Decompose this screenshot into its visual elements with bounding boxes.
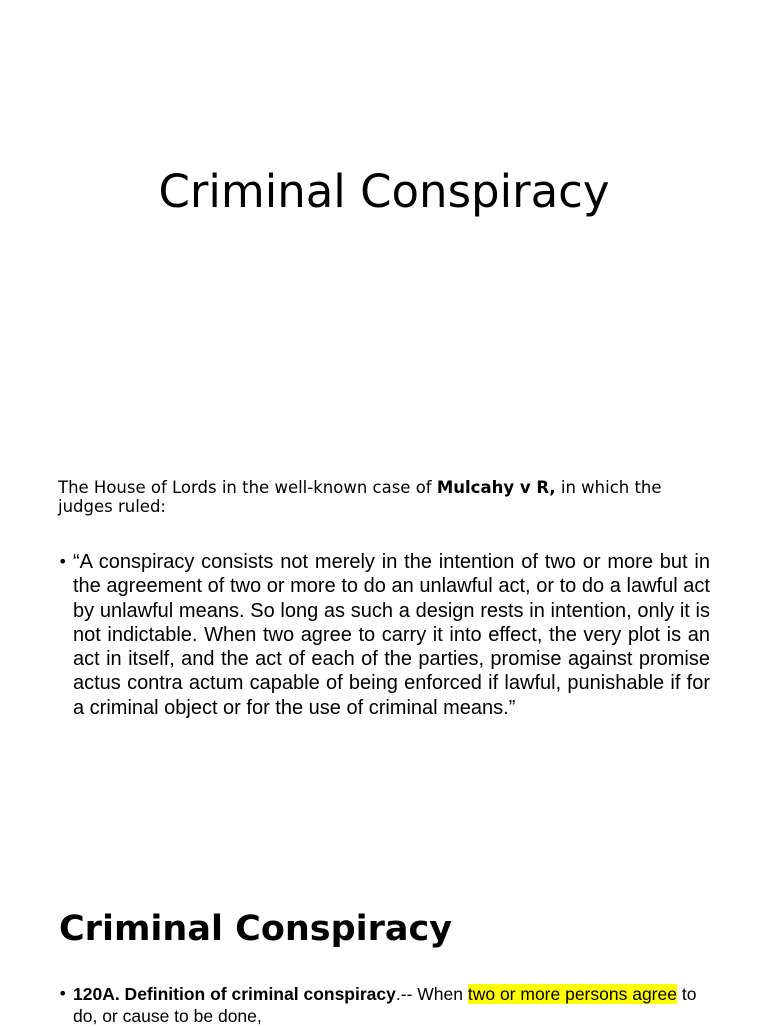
intro-text-end: in which the judges ruled: <box>58 478 662 516</box>
quote-text: “A conspiracy consists not merely in the intention of two or more but in the agreement of two or more to do an unlawful act, or to do a lawful act by unlawful means. So long as such a design rests in intention, only it is not indictable. When two agree to carry it into effect, the very plot is an act in itself, and the act of each of the parties, promise against promise actus contra actum capable of being enforced if lawful, punishable if for a criminal object or for the use of criminal means.” <box>73 551 710 719</box>
definition-heading: 120A. Definition of criminal conspiracy <box>73 984 396 1004</box>
bullet-icon: • <box>58 552 68 571</box>
definition-list <box>58 983 710 1027</box>
definition-text: to do, or cause to be done, <box>73 984 697 1026</box>
definition-item <box>58 983 710 1027</box>
case-name: Mulcahy v R, <box>436 478 556 497</box>
quote-list <box>58 550 710 720</box>
highlighted-text: two or more persons agree <box>467 984 677 1004</box>
slide-title: Criminal Conspiracy <box>158 165 610 218</box>
definition-separator: .-- When <box>395 984 468 1004</box>
intro-text-start: The House of Lords in the well-known case of <box>58 478 437 497</box>
bullet-icon: • <box>58 984 68 1003</box>
quote-item <box>58 550 710 720</box>
intro-paragraph <box>58 478 718 516</box>
section-title: Criminal Conspiracy <box>59 909 453 949</box>
